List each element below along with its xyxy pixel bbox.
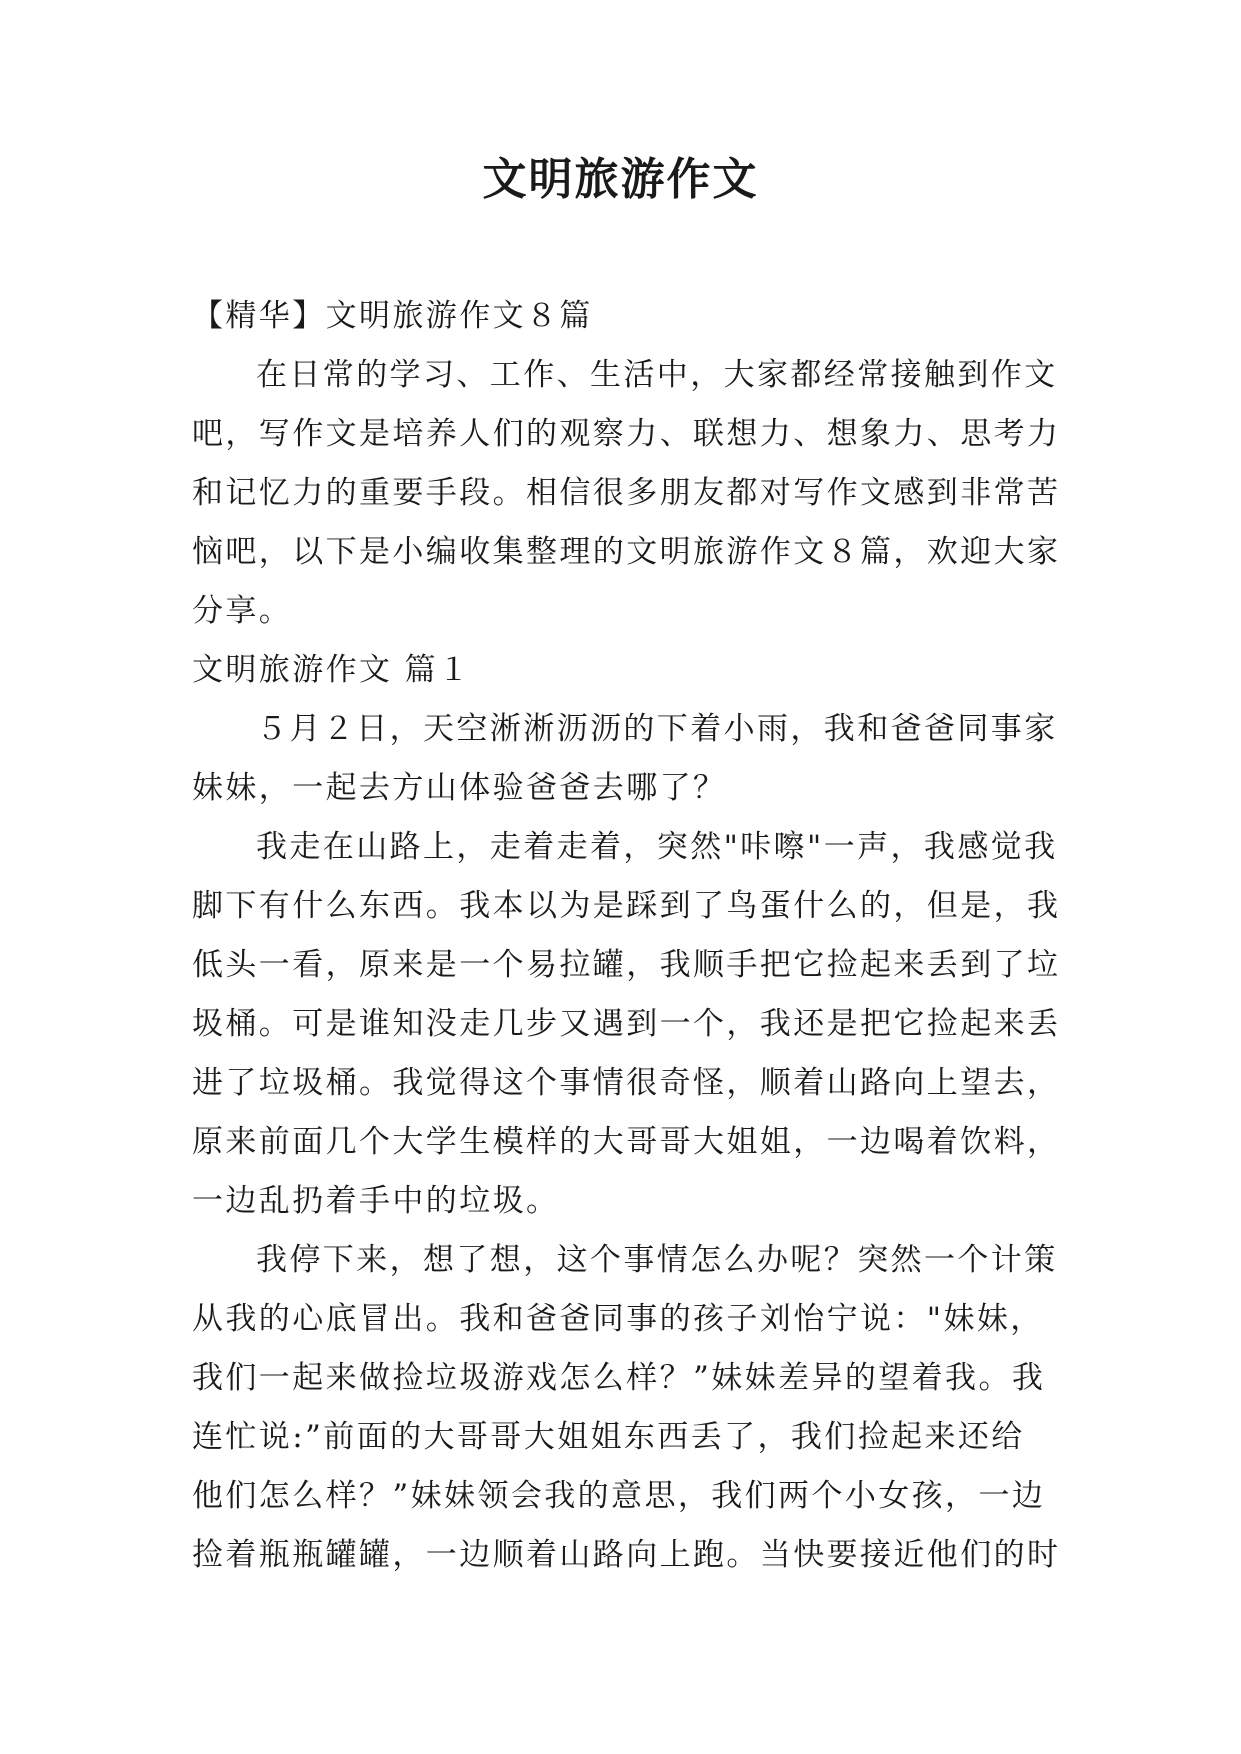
paragraph-line: 妹妹，一起去方山体验爸爸去哪了？ <box>192 770 727 806</box>
paragraph-line: 脚下有什么东西。我本以为是踩到了鸟蛋什么的，但是，我 <box>192 888 1061 924</box>
intro-line: 在日常的学习、工作、生活中，大家都经常接触到作文 <box>256 357 1058 393</box>
paragraph-line: 连忙说:”前面的大哥哥大姐姐东西丢了，我们捡起来还给 <box>192 1419 1025 1455</box>
paragraph-line: 一边乱扔着手中的垃圾。 <box>192 1183 560 1219</box>
paragraph-line: 捡着瓶瓶罐罐，一边顺着山路向上跑。当快要接近他们的时 <box>192 1537 1061 1573</box>
paragraph-line: ５月２日，天空淅淅沥沥的下着小雨，我和爸爸同事家 <box>256 711 1058 747</box>
story-paragraph-1 <box>192 700 1062 818</box>
paragraph-line: 我们一起来做捡垃圾游戏怎么样？”妹妹差异的望着我。我 <box>192 1360 1046 1396</box>
paragraph-line: 我停下来，想了想，这个事情怎么办呢？突然一个计策 <box>256 1242 1058 1278</box>
paragraph-line: 进了垃圾桶。我觉得这个事情很奇怪，顺着山路向上望去， <box>192 1065 1061 1101</box>
paragraph-line: 我走在山路上，走着走着，突然"咔嚓"一声，我感觉我 <box>256 829 1058 865</box>
document-subtitle: 【精华】文明旅游作文８篇 <box>192 298 593 334</box>
intro-line: 吧，写作文是培养人们的观察力、联想力、想象力、思考力 <box>192 416 1061 452</box>
story-paragraph-2 <box>192 818 1062 1231</box>
intro-paragraph <box>192 346 1062 641</box>
intro-line: 恼吧，以下是小编收集整理的文明旅游作文８篇，欢迎大家 <box>192 534 1061 570</box>
paragraph-line: 圾桶。可是谁知没走几步又遇到一个，我还是把它捡起来丢 <box>192 1006 1061 1042</box>
story-paragraph-3 <box>192 1231 1062 1585</box>
intro-line: 分享。 <box>192 593 293 629</box>
document-body <box>192 287 1062 1585</box>
paragraph-line: 低头一看，原来是一个易拉罐，我顺手把它捡起来丢到了垃 <box>192 947 1061 983</box>
section-heading: 文明旅游作文 篇１ <box>192 652 472 688</box>
paragraph-line: 从我的心底冒出。我和爸爸同事的孩子刘怡宁说："妹妹， <box>192 1301 1044 1337</box>
paragraph-line: 他们怎么样？”妹妹领会我的意思，我们两个小女孩，一边 <box>192 1478 1046 1514</box>
paragraph-line: 原来前面几个大学生模样的大哥哥大姐姐，一边喝着饮料， <box>192 1124 1061 1160</box>
intro-line: 和记忆力的重要手段。相信很多朋友都对写作文感到非常苦 <box>192 475 1061 511</box>
document-title: 文明旅游作文 <box>482 154 759 205</box>
